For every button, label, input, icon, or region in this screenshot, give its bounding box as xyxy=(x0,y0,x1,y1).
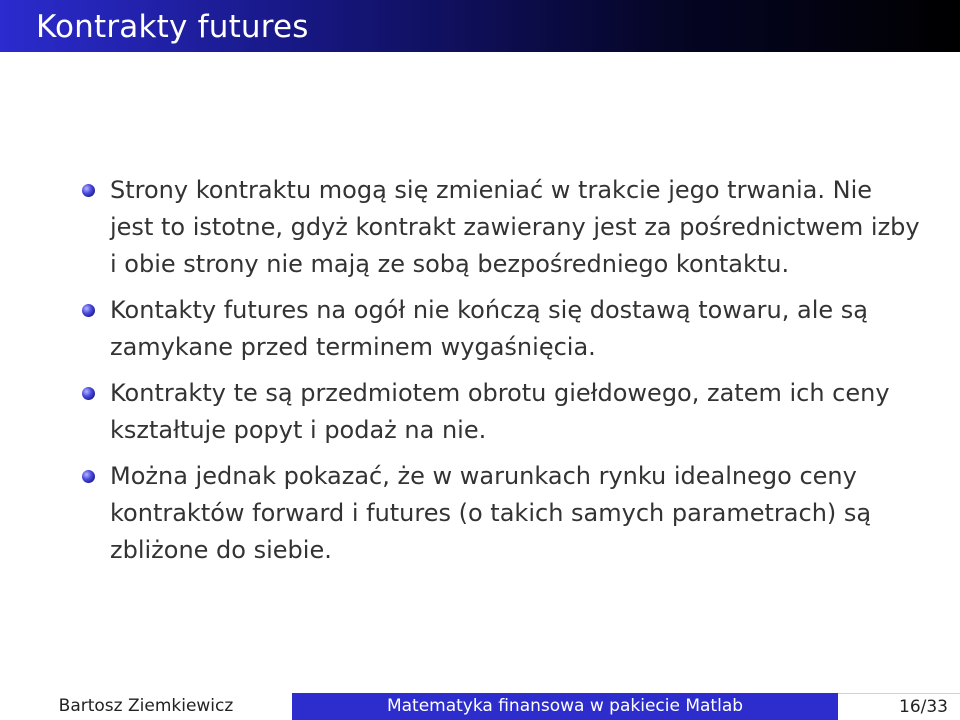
title-bar xyxy=(0,0,960,52)
bullet-item xyxy=(0,292,960,366)
footer-author: Bartosz Ziemkiewicz xyxy=(0,693,292,720)
footer-talk-title: Matematyka finansowa w pakiecie Matlab xyxy=(292,693,838,720)
bullet-ball-icon xyxy=(82,304,95,317)
footer-bar xyxy=(0,693,960,720)
footer-author-box xyxy=(0,693,292,720)
bullet-ball-icon xyxy=(82,470,95,483)
bullet-text: Kontakty futures na ogół nie kończą się dostawą towaru, ale są zamykane przed terminem wygaśnięcia. xyxy=(110,296,868,361)
bullet-item xyxy=(0,458,960,569)
bullet-list xyxy=(0,172,960,578)
bullet-item xyxy=(0,172,960,283)
bullet-item xyxy=(0,375,960,449)
bullet-ball-icon xyxy=(82,184,95,197)
bullet-text: Można jednak pokazać, że w warunkach rynku idealnego ceny kontraktów forward i futures (o takich samych parametrach) są zbliżone do siebie. xyxy=(110,462,872,564)
bullet-ball-icon xyxy=(82,387,95,400)
bullet-text: Kontrakty te są przedmiotem obrotu giełdowego, zatem ich ceny kształtuje popyt i podaż na nie. xyxy=(110,379,890,444)
footer-page-number: 16/33 xyxy=(838,693,960,720)
slide-title: Kontrakty futures xyxy=(36,9,309,45)
bullet-text: Strony kontraktu mogą się zmieniać w trakcie jego trwania. Nie jest to istotne, gdyż kontrakt zawierany jest za pośrednictwem izby i obie strony nie mają ze sobą bezpośredniego kontaktu. xyxy=(110,176,920,278)
